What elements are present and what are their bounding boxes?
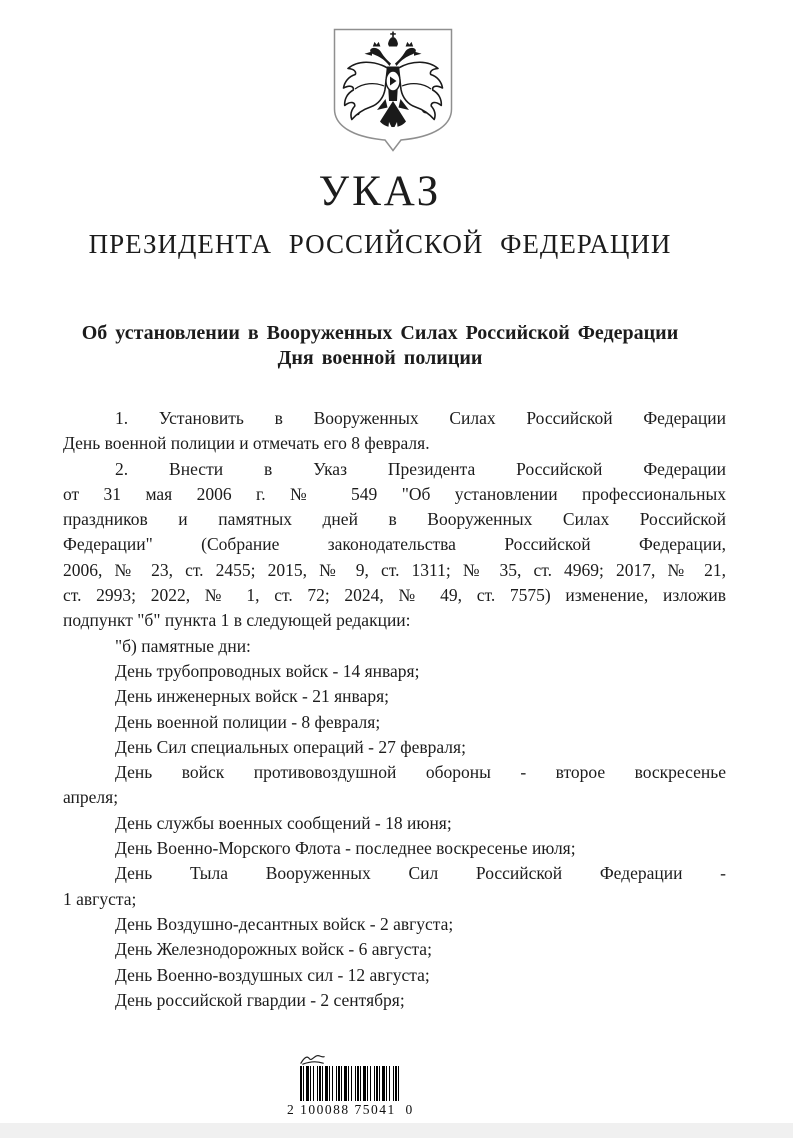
decree-line: День Сил специальных операций - 27 февраля; — [115, 736, 466, 757]
decree-line: День Железнодорожных войск - 6 августа; — [115, 939, 432, 960]
russian-coat-of-arms-icon — [330, 25, 456, 156]
decree-line: День трубопроводных войск - 14 января; — [115, 660, 420, 681]
page-bottom-edge — [0, 1123, 793, 1138]
decree-line: День военной полиции - 8 февраля; — [115, 711, 381, 732]
decree-line: ст. 2993; 2022, № 1, ст. 72; 2024, № 49, ст. 7575) изменение, изложив — [63, 585, 726, 606]
decree-line: апреля; — [63, 787, 119, 808]
decree-line: 2. Внести в Указ Президента Российской Федерации — [115, 458, 726, 479]
decree-body-text — [63, 406, 726, 1013]
decree-line: Федерации" (Собрание законодательства Российской Федерации, — [63, 534, 726, 555]
subject-line-2: Дня военной полиции — [277, 347, 483, 369]
decree-line: День военной полиции и отмечать его 8 февраля. — [63, 433, 430, 454]
handwritten-mark-icon — [299, 1053, 327, 1066]
decree-line: от 31 мая 2006 г. № 549 "Об установлении профессиональных — [63, 483, 726, 504]
decree-subject-heading — [40, 321, 720, 371]
document-issuer-subtitle: ПРЕЗИДЕНТА РОССИЙСКОЙ ФЕДЕРАЦИИ — [88, 229, 672, 259]
decree-line: "б) памятные дни: — [115, 635, 251, 656]
subject-line-1: Об установлении в Вооруженных Силах Российской Федерации — [81, 322, 679, 344]
decree-line: День службы военных сообщений - 18 июня; — [115, 812, 452, 833]
barcode-icon — [300, 1066, 400, 1101]
decree-line: День Воздушно-десантных войск - 2 августа; — [115, 913, 454, 934]
decree-line: подпункт "б" пункта 1 в следующей редакции: — [63, 610, 411, 631]
barcode-digits: 2 100088 75041 0 — [287, 1102, 414, 1117]
decree-line: праздников и памятных дней в Вооруженных Силах Российской — [63, 509, 726, 530]
decree-line: День Военно-Морского Флота - последнее воскресенье июля; — [115, 838, 576, 859]
decree-line: День российской гвардии - 2 сентября; — [115, 989, 405, 1010]
barcode-block — [287, 1053, 414, 1118]
decree-line: 1. Установить в Вооруженных Силах Российской Федерации — [115, 408, 726, 428]
decree-line: День Военно-воздушных сил - 12 августа; — [115, 964, 430, 985]
decree-line: День Тыла Вооруженных Сил Российской Федерации - — [115, 863, 726, 884]
decree-line: День войск противовоздушной обороны - второе воскресенье — [115, 762, 726, 783]
decree-line: День инженерных войск - 21 января; — [115, 686, 389, 707]
decree-line: 2006, № 23, ст. 2455; 2015, № 9, ст. 1311; № 35, ст. 4969; 2017, № 21, — [63, 559, 726, 580]
decree-line: 1 августа; — [63, 888, 137, 909]
document-type-title: УКАЗ — [318, 168, 442, 215]
